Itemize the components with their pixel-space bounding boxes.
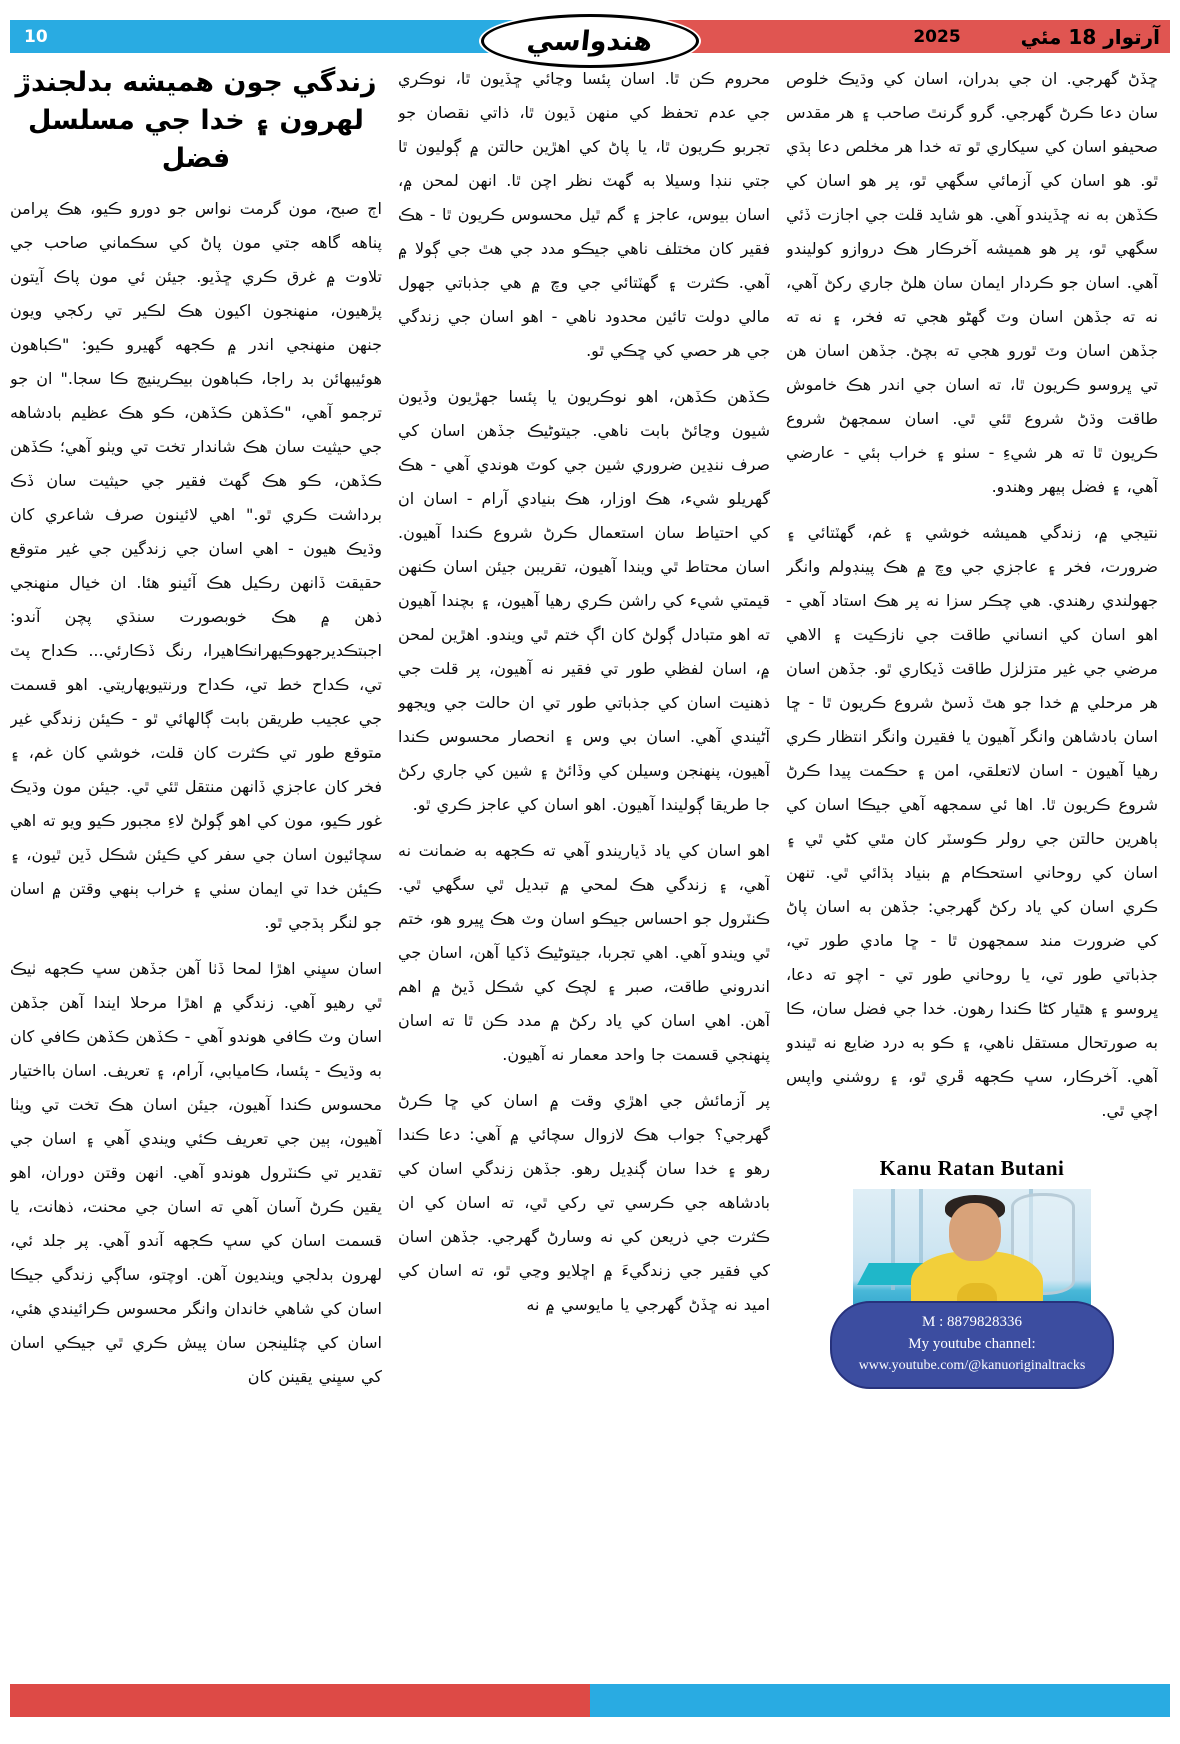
article-columns [10, 62, 1170, 1644]
author-channel-label: My youtube channel: [908, 1336, 1036, 1352]
author-contact-pill [830, 1301, 1114, 1389]
body-paragraph: نتيجي ۾، زندگي هميشه خوشي ۽ غم، گهٽتائي ۽ ضرورت، فخر ۽ عاجزي جي وچ ۾ هڪ پينڊولم وانگر جهولندي رهندي. هي چڪر سزا نه پر هڪ استاد آهي - اهو اسان کي انساني طاقت جي نازڪيت ۽ الاهي مرضي جي غير متزلزل طاقت ڏيکاري ٿو. جڏهن اسان هر مرحلي ۾ خدا جو هٿ ڏسڻ شروع ڪريون ٿا - ڇا اسان بادشاهن وانگر آهيون يا فقيرن وانگر انتظار ڪري رهيا آهيون - اسان لاتعلقي، امن ۽ حڪمت پيدا ڪرڻ شروع ڪريون ٿا. اها ئي سمجهه آهي جيڪا اسان کي ٻاهرين حالتن جي رولر ڪوسٽر کان مٿي کڻي ٿي ۽ اسان کي روحاني استحڪام ۾ بنياد ٻڌائي ٿي. تنهن ڪري اسان کي ياد رکڻ گهرجي: جڏهن به اسان پاڻ کي ضرورت مند سمجهون ٿا - ڇا مادي طور تي، جذباتي طور تي، يا روحاني طور تي - اچو ته دعا، ڀروسو ۽ هٿيار کڻا ڪندا رهون. خدا جي فضل سان، ڪا به صورتحال مستقل ناهي، ۽ ڪو به درد ضايع نه ٿيندو آهي. آخرڪار، سڀ ڪجهه ڦري ٿو، ۽ روشني واپس اچي ٿي. [786, 523, 1158, 1120]
column-right [10, 62, 382, 1644]
column-left-text [786, 62, 1158, 1140]
headline-line-2: لهرون ۽ خدا جي مسلسل فضل [28, 105, 364, 174]
body-paragraph: محروم ڪن ٿا. اسان پئسا وڃائي ڇڏيون ٿا، نوڪري جي عدم تحفظ کي منهن ڏيون ٿا، ذاتي نقصان جو تجربو ڪريون ٿا، يا پاڻ کي اهڙين حالتن ۾ ڳوليون ٿا جتي ننڊا وسيلا به گهٽ نظر اچن ٿا. انهن لمحن ۾، اسان بيوس، عاجز ۽ گم ٿيل محسوس ڪريون ٿا - هڪ فقير کان مختلف ناهي جيڪو مدد جي هٿ جي ڳولا ۾ آهي. ڪثرت ۽ گهٽتائي جي وچ ۾ هي جذباتي جهول مالي دولت تائين محدود ناهي - اهو اسان جي زندگي جي هر حصي کي ڇڪي ٿو. [398, 69, 770, 360]
body-paragraph: ڇڏڻ گهرجي. ان جي بدران، اسان کي وڌيڪ خلوص سان دعا ڪرڻ گهرجي. گرو گرنٿ صاحب ۽ هر مقدس صحيفو اسان کي سيکاري ٿو ته خدا هر مخلص دعا ٻڌي ٿو. هو اسان کي آزمائي سگهي ٿو، پر هو اسان کي ڪڏهن به نه ڇڏيندو آهي. هو شايد قلت جي اجازت ڏئي سگهي ٿو، پر هو هميشه آخرڪار هڪ دروازو کوليندو آهي. اسان جو ڪردار ايمان سان هلڻ جاري رکڻ آهي، نه ته جڏهن اسان وٽ گهڻو هجي ته فخر، ۽ نه ته جڏهن اسان وٽ ٿورو هجي ته بچڻ. جڏهن اسان هن تي ڀروسو ڪريون ٿا، ته اسان جي اندر هڪ خاموش طاقت وڌڻ شروع ٿئي ٿي. اسان سمجهڻ شروع ڪريون ٿا ته هر شيءِ - سٺو ۽ خراب ٻئي - عارضي آهي، ۽ فضل ٻيهر وهندو. [786, 69, 1158, 496]
footer-bar [10, 1684, 1170, 1717]
author-photo [853, 1189, 1091, 1319]
column-left [786, 62, 1158, 1644]
body-paragraph: اهو اسان کي ياد ڏياريندو آهي ته ڪجهه به ضمانت نه آهي، ۽ زندگي هڪ لمحي ۾ تبديل ٿي سگهي ٿي. ڪنٽرول جو احساس جيڪو اسان وٽ هڪ ڀيرو هو، ختم ٿي ويندو آهي. اهي تجربا، جيتوڻيڪ ڏکيا آهن، اسان جي اندروني طاقت، صبر ۽ لچڪ کي شڪل ڏيڻ ۾ اهم آهن. اهي اسان کي ياد رکڻ ۾ مدد ڪن ٿا ته اسان پنهنجي قسمت جا واحد معمار نه آهيون. [398, 841, 770, 1064]
author-block [786, 1156, 1158, 1389]
headline-line-1: زندگي جون هميشه بدلجندڙ [15, 67, 377, 98]
author-channel-url: www.youtube.com/@kanuoriginaltracks [858, 1358, 1086, 1373]
body-paragraph: ڪڏهن ڪڏهن، اهو نوڪريون يا پئسا جهڙيون وڏيون شيون وڃائڻ بابت ناهي. جيتوڻيڪ جڏهن اسان کي صرف ننڍين ضروري شين جي کوٽ هوندي آهي - هڪ گهريلو شيء، هڪ اوزار، هڪ بنيادي آرام - اسان ان کي احتياط سان استعمال ڪرڻ شروع ڪندا آهيون. اسان محتاط ٿي ويندا آهيون، تقريبن جيئن اسان ڪنهن قيمتي شيء کي راشن ڪري رهيا آهيون، ۽ بچندا آهيون ته اهو متبادل ڳولڻ کان اڳ ختم ٿي ويندو. اهڙين لمحن ۾، اسان لفظي طور تي فقير نه آهيون، پر قلت جي ذهنيت اسان کي جذباتي طور تي ان حالت جي ويجهو آڻيندي آهي. اسان بي وس ۽ انحصار محسوس ڪندا آهيون، پنهنجن وسيلن کي وڏائڻ ۽ شين کي جاري رکڻ جا طريقا ڳوليندا آهيون. اهو اسان کي عاجز ڪري ٿو. [398, 387, 770, 814]
footer-blue-strip [590, 1684, 1170, 1717]
header-red-strip [648, 20, 1170, 53]
date-year: 2025 [913, 26, 961, 47]
author-name: Kanu Ratan Butani [879, 1156, 1065, 1180]
date-line: آرتوار 18 مئي [1020, 24, 1160, 49]
masthead-title: هندواسي [525, 25, 655, 57]
masthead-logo [481, 14, 699, 68]
body-paragraph: پر آزمائش جي اهڙي وقت ۾ اسان کي ڇا ڪرڻ گهرجي؟ جواب هڪ لازوال سچائي ۾ آهي: دعا ڪندا رهو ۽ خدا سان ڳنڍيل رهو. جڏهن زندگي اسان کي بادشاهه جي ڪرسي تي رکي ٿي، ته اسان کي ان ڪثرت جي ذريعن کي نه وسارڻ گهرجي. جڏهن اسان کي فقير جي زندگيءَ ۾ اڇلايو وڃي ٿو، ته اسان کي اميد نه ڇڏڻ گهرجي يا مايوسي ۾ نه [398, 1091, 770, 1314]
body-paragraph: اڄ صبح، مون گرمت نواس جو دورو ڪيو، هڪ پرامن پناهه گاهه جتي مون پاڻ کي سڪماني صاحب جي تلاوت ۾ غرق ڪري ڇڏيو. جيئن ئي مون پاڪ آيتون پڙهيون، منهنجون اکيون هڪ لڪير تي رکجي ويون جنهن منهنجي اندر ۾ ڪجهه گهيرو ڪيو: "ڪباهون هوئيبهائن بد راجا، ڪباهون بيڪرينيچ ڪا سجا." ان جو ترجمو آهي، "ڪڏهن ڪڏهن، ڪو هڪ عظيم بادشاهه جي حيثيت سان هڪ شاندار تخت تي ويٺو آهي؛ ڪڏهن ڪڏهن، ڪو هڪ گهٽ فقير جي حيثيت سان ڏڪ برداشت ڪري ٿو." اهي لائينون صرف شاعري کان وڌيڪ هيون - اهي اسان جي زندگين جي غير متوقع حقيقت ڏانهن رڪيل هڪ آئينو هئا. ان خيال منهنجي ذهن ۾ هڪ خوبصورت سنڌي پچن آندو: اجبتڪديرجهوڪيهرانڪاهيرا، رنگ ڏڪارئي... ڪداح پٽ تي، ڪداح خط تي، ڪداح ورنتيويهاريتي. اهو قسمت جي عجيب طريقن بابت ڳالهائي ٿو - ڪيئن زندگي غير متوقع طور تي ڪثرت کان قلت، خوشي کان غم، ۽ فخر کان عاجزي ڏانهن منتقل ٿئي ٿي. جيئن مون وڌيڪ غور ڪيو، مون کي اهو ڳولڻ لاءِ مجبور ڪيو ويو ته اهي سچائيون اسان جي سفر کي ڪيئن شڪل ڏين ٿيون، ۽ ڪيئن خدا تي ايمان سٺي ۽ خراب ٻنهي وقتن ۾ اسان جو لنگر ٻڌجي ٿو. [10, 199, 382, 932]
footer-red-strip [10, 1684, 590, 1717]
page-number: 10 [24, 26, 48, 47]
photo-person-face [949, 1203, 1001, 1261]
article-headline [10, 64, 382, 178]
column-middle [398, 62, 770, 1644]
body-paragraph: اسان سڀني اهڙا لمحا ڏٺا آهن جڏهن سڀ ڪجهه ٺيڪ ٿي رهيو آهي. زندگي ۾ اهڙا مرحلا ايندا آهن جڏهن اسان وٽ ڪافي هوندو آهي - ڪڏهن ڪڏهن ڪافي کان به وڌيڪ - پئسا، ڪاميابي، آرام، ۽ تعريف. اسان بااختيار محسوس ڪندا آهيون، جيئن اسان هڪ تخت تي ويٺا آهيون، ٻين جي تعريف ڪئي ويندي آهي ۽ اسان جي تقدير تي ڪنٽرول هوندو آهي. انهن وقتن دوران، اهو يقين ڪرڻ آسان آهي ته اسان جي محنت، ذهانت، يا قسمت اسان کي سڀ ڪجهه آندو آهي. پر جلد ئي، لهرون بدلجي وينديون آهن. اوچتو، ساڳي زندگي جيڪا اسان کي شاهي خاندان وانگر محسوس ڪرائيندي هئي، اسان کي چئلينجن سان پيش ڪري ٿي جيڪي اسان کي سڀني يقينن کان [10, 959, 382, 1386]
author-mobile: M : 8879828336 [921, 1314, 1022, 1330]
